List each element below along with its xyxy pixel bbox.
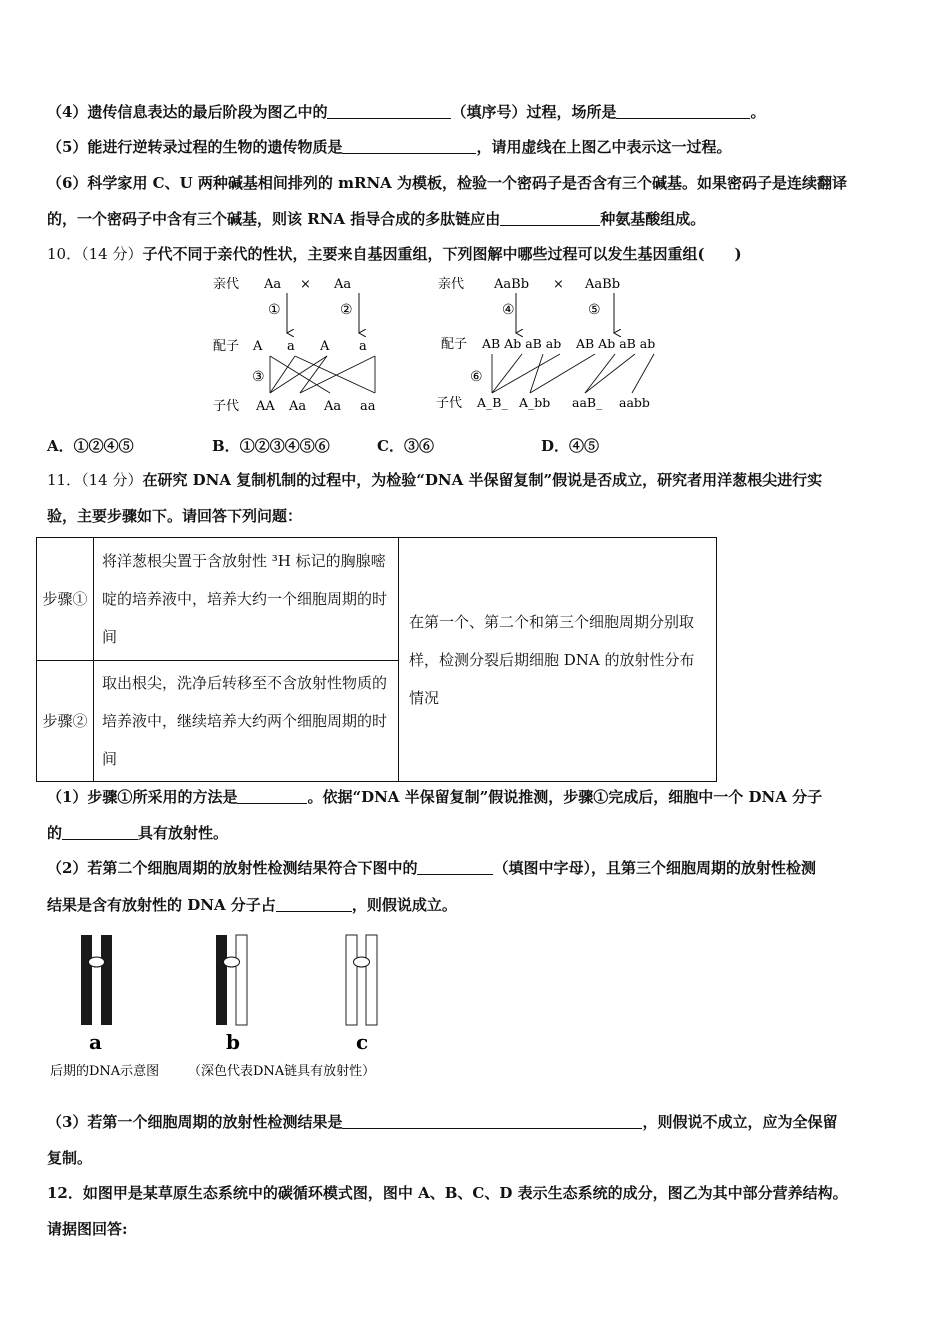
step1-description: 将洋葱根尖置于含放射性 ³H 标记的胸腺嘧啶的培养液中，培养大约一个细胞周期的时间 (94, 538, 399, 661)
right-offspring-4: aabb (619, 395, 650, 410)
q11-part3-line1: （3）若第一个细胞周期的放射性检测结果是 ，则假说不成立，应为全保留 (47, 1113, 838, 1131)
right-gamete-label: 配子 (441, 337, 468, 352)
q9-part6-line1: （6）科学家用 C、U 两种碱基相间排列的 mRNA 为模板，检验一个密码子是否含有三个碱基。如果密码子是连续翻译 (47, 174, 848, 192)
right-cross-sign: × (553, 277, 564, 292)
left-parent1: Aa (264, 277, 282, 292)
answer-blank[interactable] (62, 824, 138, 840)
left-gamete-label: 配子 (213, 339, 240, 354)
q12-stem-line1: 12．如图甲是某草原生态系统中的碳循环模式图，图中 A、B、C、D 表示生态系统的成分，图乙为其中部分营养结构。 (47, 1184, 848, 1202)
q11-part2-line2: 结果是含有放射性的 DNA 分子占 ，则假说成立。 (47, 896, 457, 914)
q12-stem-line2: 请据图回答: (47, 1220, 128, 1238)
q9-part6-line2: 的，一个密码子中含有三个碱基，则该 RNA 指导合成的多肽链应由 种氨基酸组成。 (47, 210, 706, 228)
q11-part1-line2: 的 具有放射性。 (47, 824, 229, 842)
step2-description: 取出根尖，洗净后转移至不含放射性物质的培养液中，继续培养大约两个细胞周期的时间 (94, 661, 399, 782)
left-parent-label: 亲代 (213, 277, 240, 292)
option-b[interactable]: B．①②③④⑤⑥ (212, 437, 330, 455)
option-c[interactable]: C．③⑥ (377, 437, 434, 455)
q11-stem-line2: 验，主要步骤如下。请回答下列问题： (47, 507, 303, 525)
dna-label-c: c (356, 1030, 369, 1054)
dna-c-centromere (354, 957, 370, 967)
right-gametes-left: AB Ab aB ab (482, 336, 562, 351)
answer-blank[interactable] (237, 788, 307, 804)
right-parent1: AaBb (494, 277, 530, 292)
figure-caption-left: 后期的DNA示意图 (50, 1064, 160, 1079)
experiment-steps-table (36, 537, 717, 782)
q9-part4: （4）遗传信息表达的最后阶段为图乙中的 （填序号）过程，场所是 。 (47, 103, 766, 121)
left-offspring-4: aa (360, 399, 376, 414)
q11-part2-line1: （2）若第二个细胞周期的放射性检测结果符合下图中的 （填图中字母），且第三个细胞周期的放射性检测 (47, 859, 816, 877)
step6-marker: ⑥ (470, 369, 483, 385)
dna-b-left-strand (216, 935, 227, 1025)
dna-diagram-a (81, 935, 112, 1025)
left-fertilization-lines (270, 356, 375, 393)
option-a[interactable]: A．①②④⑤ (47, 437, 134, 455)
dna-a-right-strand (101, 935, 112, 1025)
step5-marker: ⑤ (588, 302, 601, 318)
left-gamete-1: A (253, 339, 263, 354)
left-offspring-3: Aa (324, 399, 342, 414)
dna-b-centromere (224, 957, 240, 967)
dna-a-left-strand (81, 935, 92, 1025)
left-gamete-2: a (287, 339, 295, 354)
right-fertilization-lines (492, 354, 654, 393)
dna-b-right-strand (236, 935, 247, 1025)
step2-marker: ② (340, 302, 353, 318)
sampling-description: 在第一个、第二个和第三个细胞周期分别取样，检测分裂后期细胞 DNA 的放射性分布情况 (399, 538, 717, 782)
dna-schematic-figure (40, 925, 420, 1085)
left-offspring-2: Aa (289, 399, 307, 414)
figure-caption-right: （深色代表DNA链具有放射性） (188, 1064, 376, 1079)
dna-diagram-c (346, 935, 377, 1025)
left-gamete-3: A (320, 339, 330, 354)
right-parent-label: 亲代 (438, 277, 465, 292)
step1-marker: ① (268, 302, 281, 318)
step2-label: 步骤② (37, 661, 94, 782)
right-offspring-label: 子代 (436, 396, 463, 411)
right-offspring-3: aaB_ (572, 395, 603, 410)
option-d[interactable]: D．④⑤ (541, 437, 600, 455)
dna-a-centromere (89, 957, 105, 967)
answer-blank[interactable] (417, 859, 493, 875)
left-offspring-1: AA (256, 399, 275, 414)
dna-label-a: a (89, 1030, 102, 1054)
q11-part1-line1: （1）步骤①所采用的方法是 。依据“DNA 半保留复制”假说推测，步骤①完成后，细胞中一个 DNA 分子 (47, 788, 823, 806)
answer-blank[interactable] (342, 1113, 642, 1129)
q11-stem-line1: 11．（14 分）在研究 DNA 复制机制的过程中，为检验“DNA 半保留复制”假说是否成立，研究者用洋葱根尖进行实 (47, 471, 823, 489)
dna-diagram-b (216, 935, 247, 1025)
right-offspring-1: A_B_ (477, 395, 508, 410)
left-gamete-4: a (359, 339, 367, 354)
left-offspring-label: 子代 (213, 399, 240, 414)
answer-blank[interactable] (276, 896, 352, 912)
dna-c-left-strand (346, 935, 357, 1025)
step4-marker: ④ (502, 302, 515, 318)
right-offspring-2: A_bb (519, 395, 551, 410)
dna-c-right-strand (366, 935, 377, 1025)
step1-label: 步骤① (37, 538, 94, 661)
q9-part5: （5）能进行逆转录过程的生物的遗传物质是 ，请用虚线在上图乙中表示这一过程。 (47, 138, 732, 156)
genetic-cross-diagram (0, 0, 950, 430)
q10-stem: 10．（14 分）子代不同于亲代的性状，主要来自基因重组，下列图解中哪些过程可以发生基因重组( ) (47, 245, 742, 263)
dna-label-b: b (226, 1030, 240, 1054)
step3-marker: ③ (252, 369, 265, 385)
left-cross-sign: × (300, 277, 311, 292)
right-gametes-right: AB Ab aB ab (576, 336, 656, 351)
q11-part3-line2: 复制。 (47, 1149, 93, 1167)
left-parent2: Aa (334, 277, 352, 292)
right-parent2: AaBb (585, 277, 621, 292)
